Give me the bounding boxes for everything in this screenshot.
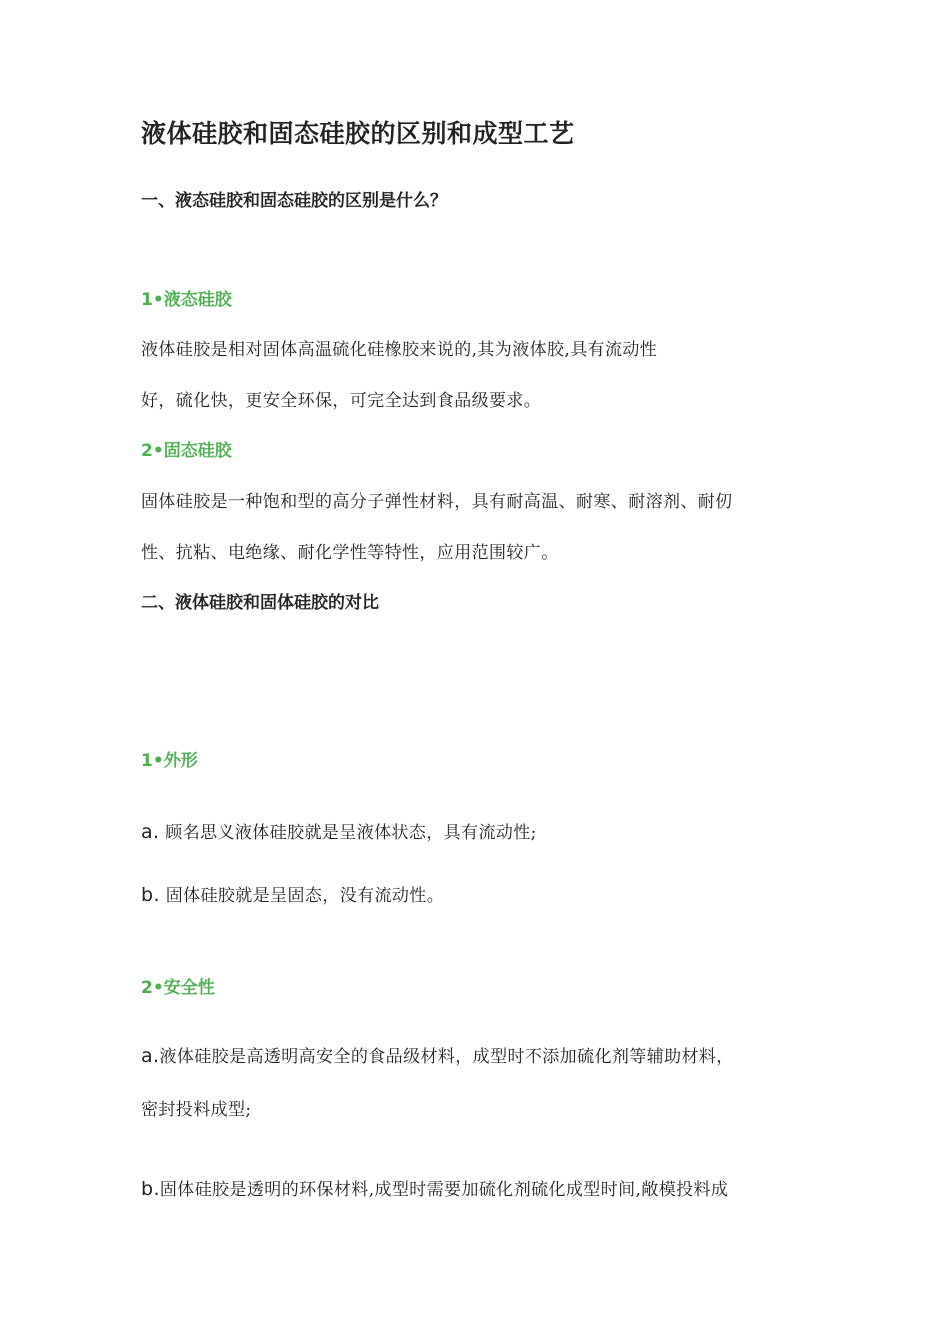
section1-heading: 一、液态硅胶和固态硅胶的区别是什么？: [141, 191, 447, 211]
section1-sub2-line1: 固体硅胶是一种饱和型的高分子弹性材料，具有耐高温、耐寒、耐溶剂、耐仞: [141, 492, 733, 512]
section2-sub1-item-b: [141, 881, 444, 906]
section2-sub2-item-a-line2: 密封投料成型;: [141, 1100, 252, 1120]
section1-sub1-label: 1•液态硅胶: [141, 290, 232, 310]
section2-sub2-label: 2•安全性: [141, 978, 215, 998]
item-b-prefix: b.: [141, 1178, 160, 1200]
item-b-prefix: b.: [141, 884, 160, 906]
section2-heading: 二、液体硅胶和固体硅胶的对比: [141, 593, 379, 613]
document-title: 液体硅胶和固态硅胶的区别和成型工艺: [141, 119, 575, 148]
item-b-text: 固体硅胶是透明的环保材料,成型时需要加硫化剂硫化成型时间,敞模投料成: [159, 1180, 729, 1200]
item-b-text: 固体硅胶就是呈固态，没有流动性。: [159, 886, 445, 906]
section1-sub1-line2: 好，硫化快，更安全环保，可完全达到食品级要求。: [141, 391, 542, 411]
section1-sub2-label: 2•固态硅胶: [141, 441, 232, 461]
item-a-text: 液体硅胶是高透明高安全的食品级材料，成型时不添加硫化剂等辅助材料，: [159, 1047, 734, 1067]
item-a-text: 顾名思义液体硅胶就是呈液体状态，具有流动性;: [159, 823, 537, 843]
section2-sub2-item-a-line1: [141, 1042, 734, 1067]
item-a-prefix: a.: [141, 821, 160, 843]
section2-sub1-item-a: [141, 818, 537, 843]
item-a-prefix: a.: [141, 1045, 160, 1067]
section1-sub2-line2: 性、抗粘、电绝缘、耐化学性等特性，应用范围较广。: [141, 543, 559, 563]
section1-sub1-line1: 液体硅胶是相对固体高温硫化硅橡胶来说的,其为液体胶,具有流动性: [141, 340, 658, 360]
section2-sub1-label: 1•外形: [141, 751, 198, 771]
section2-sub2-item-b-line1: [141, 1175, 728, 1200]
